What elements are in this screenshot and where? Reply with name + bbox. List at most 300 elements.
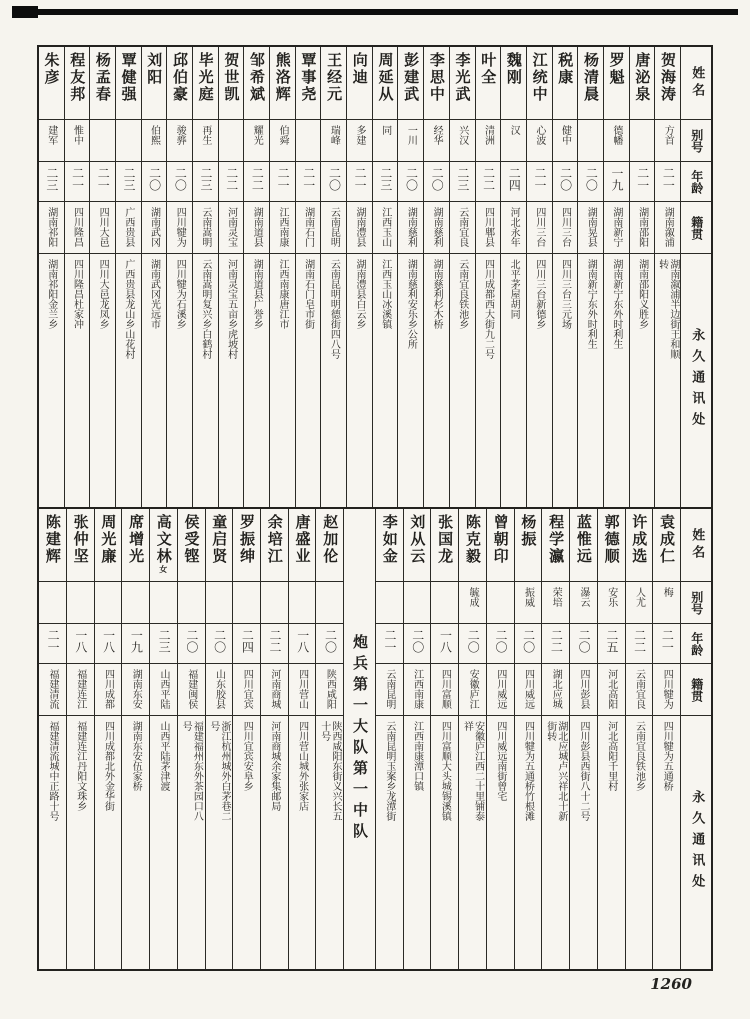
person-address-text: 山西平陆茅津渡 — [157, 721, 169, 791]
person-age-text: 二〇 — [404, 167, 419, 191]
person-address — [65, 253, 90, 507]
person-name — [206, 509, 233, 581]
person-column — [372, 47, 398, 507]
person-native-place — [501, 201, 526, 253]
person-column — [89, 47, 115, 507]
person-native-place-text: 广西贵县 — [122, 207, 134, 247]
person-address — [233, 715, 260, 969]
person-name — [459, 509, 486, 581]
person-native-place-text: 湖南石门 — [302, 207, 314, 247]
person-column — [64, 47, 90, 507]
person-age — [90, 161, 115, 201]
person-native-place — [122, 663, 149, 715]
person-column — [526, 47, 552, 507]
person-address — [501, 253, 526, 507]
person-alias — [376, 581, 403, 623]
person-age — [604, 161, 629, 201]
person-alias — [233, 581, 260, 623]
person-name-text: 贺海涛 — [659, 52, 678, 103]
person-name-text: 席增光 — [127, 514, 146, 565]
person-native-place — [542, 663, 569, 715]
person-column — [115, 47, 141, 507]
roster-table-bottom — [37, 509, 713, 971]
person-address-text: 福建连江丹阳文珠乡 — [74, 721, 86, 811]
person-age — [244, 161, 269, 201]
person-age — [542, 623, 569, 663]
person-name-text: 罗振绅 — [238, 514, 256, 565]
person-name-text: 彭建武 — [402, 52, 421, 103]
person-alias-text: 瑞峰 — [328, 125, 340, 145]
person-native-place — [261, 663, 288, 715]
person-column — [625, 509, 653, 969]
person-name-text: 税康 — [556, 52, 575, 86]
person-name — [193, 47, 218, 119]
person-age — [296, 161, 321, 201]
person-age — [116, 161, 141, 201]
person-age-text: 二〇 — [521, 629, 536, 653]
person-age-text: 二〇 — [493, 629, 508, 653]
person-native-place — [206, 663, 233, 715]
person-name-text: 叶全 — [479, 52, 498, 86]
person-address-text: 四川威远南街曾宅 — [494, 721, 506, 801]
person-name-text: 陈克毅 — [463, 514, 482, 565]
person-alias-text: 安乐 — [605, 587, 617, 607]
person-native-place — [630, 201, 655, 253]
person-age — [598, 623, 625, 663]
person-address-text: 云南嵩明复兴乡白鹤村 — [199, 259, 211, 359]
person-address — [630, 253, 655, 507]
person-age — [261, 623, 288, 663]
person-age — [39, 161, 64, 201]
person-age-text: 一九 — [610, 167, 624, 191]
person-column — [232, 509, 260, 969]
person-name-text: 覃事尧 — [299, 52, 318, 103]
person-address — [626, 715, 653, 969]
person-native-place — [65, 201, 90, 253]
person-native-place — [347, 201, 372, 253]
person-address-text: 河南商城余家集邮局 — [268, 721, 280, 811]
person-alias-text: 健中 — [559, 125, 571, 145]
person-name-text: 李思中 — [427, 52, 446, 103]
person-native-place-text: 河南灵宝 — [225, 207, 237, 247]
roster-table-top — [37, 45, 713, 509]
person-age — [398, 161, 423, 201]
person-address — [515, 715, 542, 969]
person-address-text: 湖南慈利杉木桥 — [431, 259, 443, 329]
person-address-text: 湖南武冈光远市 — [148, 259, 160, 329]
header-name — [681, 509, 711, 581]
person-alias — [142, 119, 167, 161]
person-native-place — [404, 663, 431, 715]
person-address-text: 江西玉山冰溪镇 — [379, 259, 391, 329]
person-address — [244, 253, 269, 507]
person-age — [150, 623, 177, 663]
person-age-text: 一八 — [438, 629, 453, 653]
person-column — [205, 509, 233, 969]
person-age — [316, 623, 343, 663]
person-native-place — [373, 201, 398, 253]
person-age — [178, 623, 205, 663]
person-alias-text: 汉 — [508, 125, 520, 135]
person-age-text: 二四 — [240, 629, 255, 653]
person-native-place-text: 安徽庐江 — [467, 669, 479, 709]
person-name — [598, 509, 625, 581]
header-age-text: 年龄 — [689, 631, 704, 656]
person-native-place-text: 河北永年 — [508, 207, 520, 247]
scan-artifact-top-bar — [12, 9, 738, 15]
person-alias — [289, 581, 316, 623]
person-name-text: 朱彦 — [42, 52, 61, 86]
person-age — [487, 623, 514, 663]
person-native-place-text: 湖南澧县 — [354, 207, 365, 247]
person-age-text: 二三 — [157, 629, 172, 653]
person-name-text: 蓝惟远 — [574, 514, 593, 565]
person-column — [288, 509, 316, 969]
person-address — [553, 253, 578, 507]
person-alias — [450, 119, 475, 161]
header-native — [681, 201, 711, 253]
person-native-place — [553, 201, 578, 253]
person-native-place-text: 湖南武冈 — [148, 207, 160, 247]
person-address — [570, 715, 597, 969]
person-column — [403, 509, 431, 969]
person-age-text: 二一 — [70, 167, 85, 191]
person-alias — [90, 119, 115, 161]
person-name — [219, 47, 244, 119]
person-name-text: 毕光庭 — [196, 52, 215, 103]
header-name-text: 姓名 — [689, 528, 705, 562]
person-column — [397, 47, 423, 507]
person-alias — [39, 119, 64, 161]
person-age — [515, 623, 542, 663]
person-name-text: 张国龙 — [436, 514, 455, 565]
person-address — [476, 253, 501, 507]
person-name-text: 覃健强 — [119, 52, 138, 103]
person-native-place-text: 四川郫县 — [482, 207, 494, 247]
person-native-place — [95, 663, 122, 715]
person-native-place — [167, 201, 192, 253]
person-address — [206, 715, 233, 969]
person-column — [458, 509, 486, 969]
person-native-place — [653, 663, 680, 715]
person-address — [289, 715, 316, 969]
person-age-text: 二〇 — [184, 629, 199, 653]
person-alias-text: 荣培 — [550, 587, 562, 607]
person-native-place — [450, 201, 475, 253]
person-address — [261, 715, 288, 969]
person-alias — [67, 581, 94, 623]
person-name-text: 杨振 — [519, 514, 538, 548]
person-age — [424, 161, 449, 201]
person-name-text: 李光武 — [453, 52, 472, 103]
person-native-place-text: 福建连江 — [74, 669, 86, 709]
person-alias — [206, 581, 233, 623]
person-alias-text: 心波 — [533, 125, 545, 145]
person-native-place-text: 江西南康 — [411, 669, 423, 709]
person-native-place — [178, 663, 205, 715]
person-address — [39, 253, 64, 507]
person-native-place-text: 湖南道县 — [251, 207, 263, 247]
person-address-text: 四川犍为五通桥竹根滩 — [522, 721, 534, 821]
person-age-text: 二二 — [250, 167, 265, 191]
person-alias-text: 清洲 — [482, 125, 494, 145]
person-name — [233, 509, 260, 581]
person-address-text: 四川成都西大街九二号 — [482, 259, 494, 359]
person-age — [122, 623, 149, 663]
person-age-text: 二〇 — [323, 629, 338, 653]
person-address-text: 四川犍为五通桥 — [661, 721, 673, 791]
person-native-place — [116, 201, 141, 253]
unit-section-title: 炮兵第一大队第一中队 — [350, 634, 369, 844]
header-native-text: 籍贯 — [689, 677, 704, 702]
person-column — [423, 47, 449, 507]
person-address — [116, 253, 141, 507]
person-alias — [122, 581, 149, 623]
person-name-text: 邱伯豪 — [170, 52, 189, 103]
person-address-text: 湖南新宁东外时利生 — [585, 259, 597, 349]
person-age-text: 二〇 — [558, 167, 573, 191]
person-native-place-text: 湖南溆浦 — [662, 207, 674, 247]
person-name — [90, 47, 115, 119]
person-address — [142, 253, 167, 507]
person-address-text: 湖南石门皂市街 — [302, 259, 314, 329]
person-address-text: 河南灵宝五亩乡虎坡村 — [225, 259, 237, 359]
person-age — [404, 623, 431, 663]
person-name — [142, 47, 167, 119]
person-name-text: 刘从云 — [408, 514, 427, 565]
person-address-text: 福建清流城中正路十号 — [47, 721, 59, 821]
person-alias — [476, 119, 501, 161]
person-name — [122, 509, 149, 581]
person-age — [219, 161, 244, 201]
person-native-place — [570, 663, 597, 715]
person-alias-text: 方首 — [662, 125, 674, 145]
person-native-place — [150, 663, 177, 715]
person-native-place — [142, 201, 167, 253]
person-column — [654, 47, 680, 507]
person-name — [296, 47, 321, 119]
person-age-text: 二二 — [481, 167, 496, 191]
person-age-text: 二三 — [199, 167, 213, 191]
person-column — [94, 509, 122, 969]
person-name — [570, 509, 597, 581]
person-alias — [570, 581, 597, 623]
person-native-place-text: 河北高阳 — [605, 669, 617, 709]
person-address — [578, 253, 603, 507]
person-alias-text: 瀑云 — [578, 587, 590, 607]
person-alias — [604, 119, 629, 161]
person-native-place — [219, 201, 244, 253]
person-alias — [553, 119, 578, 161]
person-alias-text: 经华 — [431, 125, 443, 145]
person-native-place-text: 湖南邵阳 — [636, 207, 648, 247]
person-column — [166, 47, 192, 507]
person-address — [431, 715, 458, 969]
person-name — [261, 509, 288, 581]
person-address — [487, 715, 514, 969]
person-address — [219, 253, 244, 507]
person-native-place-text: 山东胶县 — [213, 669, 225, 709]
person-native-place — [376, 663, 403, 715]
person-native-place — [193, 201, 218, 253]
person-column — [475, 47, 501, 507]
person-column — [629, 47, 655, 507]
person-native-place — [90, 201, 115, 253]
person-age — [376, 623, 403, 663]
person-name — [404, 509, 431, 581]
person-address-text: 湖南溆浦半边街王和顺转 — [656, 259, 679, 359]
person-age-text: 二二 — [268, 629, 283, 653]
person-column — [177, 509, 205, 969]
person-alias-text: 伯熙 — [148, 125, 160, 145]
person-name — [373, 47, 398, 119]
person-column — [597, 509, 625, 969]
person-alias — [167, 119, 192, 161]
person-column — [218, 47, 244, 507]
person-native-place-text: 四川隆昌 — [71, 207, 83, 247]
person-native-place-text: 四川犍为 — [661, 669, 673, 709]
person-native-place-text: 四川宜宾 — [241, 669, 253, 709]
person-age — [653, 623, 680, 663]
person-alias — [321, 119, 346, 161]
person-age-text: 二一 — [660, 629, 675, 653]
person-address — [167, 253, 192, 507]
person-address — [527, 253, 552, 507]
person-name-text: 程友邦 — [68, 52, 87, 103]
person-name-text: 江统中 — [530, 52, 549, 103]
person-name-text: 杨清晨 — [581, 52, 600, 103]
person-age — [233, 623, 260, 663]
person-name-text: 曾朝印 — [491, 514, 510, 565]
person-age-text: 二〇 — [327, 167, 342, 191]
person-name-text: 程学瀛 — [547, 514, 566, 565]
person-name-text: 贺世凯 — [222, 52, 241, 103]
person-address — [376, 715, 403, 969]
person-alias — [598, 581, 625, 623]
person-address-text: 云南宜良铁池乡 — [456, 259, 468, 329]
person-address — [459, 715, 486, 969]
person-address — [90, 253, 115, 507]
person-column — [269, 47, 295, 507]
person-address — [39, 715, 66, 969]
person-alias-text: 人尤 — [633, 587, 645, 607]
person-native-place — [487, 663, 514, 715]
person-age-text: 二一 — [532, 167, 547, 191]
person-address-text: 四川三台新德乡 — [533, 259, 545, 329]
person-address — [653, 715, 680, 969]
person-alias — [316, 581, 343, 623]
person-age — [459, 623, 486, 663]
person-column — [39, 47, 64, 507]
person-age-text: 二〇 — [430, 167, 445, 191]
person-name — [116, 47, 141, 119]
person-name — [150, 509, 177, 581]
person-name — [487, 509, 514, 581]
person-native-place-text: 湖南祁阳 — [45, 207, 57, 247]
person-name-text: 杨孟春 — [93, 52, 112, 103]
person-age-text: 二三 — [378, 167, 393, 191]
header-address-text: 永久通讯处 — [689, 328, 705, 433]
person-address-text: 湖南祁阳金兰乡 — [45, 259, 57, 329]
person-age-text: 一八 — [295, 629, 310, 653]
person-address — [655, 253, 680, 507]
person-age-text: 二一 — [96, 167, 111, 191]
person-address — [95, 715, 122, 969]
person-alias — [296, 119, 321, 161]
person-name — [178, 509, 205, 581]
person-address — [404, 715, 431, 969]
person-age-text: 二〇 — [584, 167, 599, 191]
person-native-place — [233, 663, 260, 715]
person-name-text: 魏刚 — [504, 52, 523, 86]
person-native-place-text: 四川大邑 — [97, 207, 109, 247]
person-native-place — [67, 663, 94, 715]
unit-section-column — [343, 509, 375, 969]
person-name-text: 唐盛业 — [293, 514, 312, 565]
person-address-text: 四川大邑龙凤乡 — [97, 259, 109, 329]
person-address-text: 四川宜宾安阜乡 — [241, 721, 253, 791]
person-native-place — [598, 663, 625, 715]
person-address-text: 湖南新宁东外时利生 — [610, 259, 622, 349]
person-name-text: 刘阳 — [145, 52, 164, 86]
person-name — [398, 47, 423, 119]
person-column — [569, 509, 597, 969]
person-native-place-text: 湖南晃县 — [585, 207, 597, 247]
person-age — [450, 161, 475, 201]
person-address-text: 四川成都北外金华街 — [102, 721, 114, 811]
person-column — [295, 47, 321, 507]
person-name — [39, 509, 66, 581]
person-address-text: 广西贵县龙山乡山花村 — [122, 259, 134, 359]
gender-note: 女 — [158, 565, 169, 573]
person-name — [424, 47, 449, 119]
person-alias — [244, 119, 269, 161]
person-name-text: 余培江 — [265, 514, 284, 565]
person-name-text: 陈建辉 — [43, 514, 62, 565]
person-native-place — [289, 663, 316, 715]
header-address — [681, 715, 711, 969]
header-age-text: 年龄 — [689, 169, 704, 194]
person-age — [289, 623, 316, 663]
person-age-text: 一九 — [129, 629, 144, 653]
person-alias — [116, 119, 141, 161]
person-address — [122, 715, 149, 969]
person-alias-text: 伯舜 — [276, 125, 288, 145]
person-age-text: 二〇 — [173, 167, 188, 191]
person-age — [321, 161, 346, 201]
person-name — [289, 509, 316, 581]
header-native-text: 籍贯 — [689, 215, 704, 240]
person-column — [192, 47, 218, 507]
person-name — [604, 47, 629, 119]
person-native-place-text: 湖南慈利 — [405, 207, 417, 247]
person-address — [347, 253, 372, 507]
person-age-text: 二一 — [635, 167, 650, 191]
header-column — [680, 509, 711, 969]
person-native-place — [270, 201, 295, 253]
person-address — [321, 253, 346, 507]
person-name-text: 王经元 — [325, 52, 344, 103]
person-native-place-text: 湖南东安 — [130, 669, 142, 709]
person-alias — [501, 119, 526, 161]
person-age-text: 二〇 — [410, 629, 425, 653]
person-alias — [398, 119, 423, 161]
person-native-place-text: 四川三台 — [559, 207, 571, 247]
person-age-text: 二二 — [549, 629, 564, 653]
person-address-text: 四川犍为石溪乡 — [174, 259, 186, 329]
person-age — [206, 623, 233, 663]
person-native-place — [39, 201, 64, 253]
